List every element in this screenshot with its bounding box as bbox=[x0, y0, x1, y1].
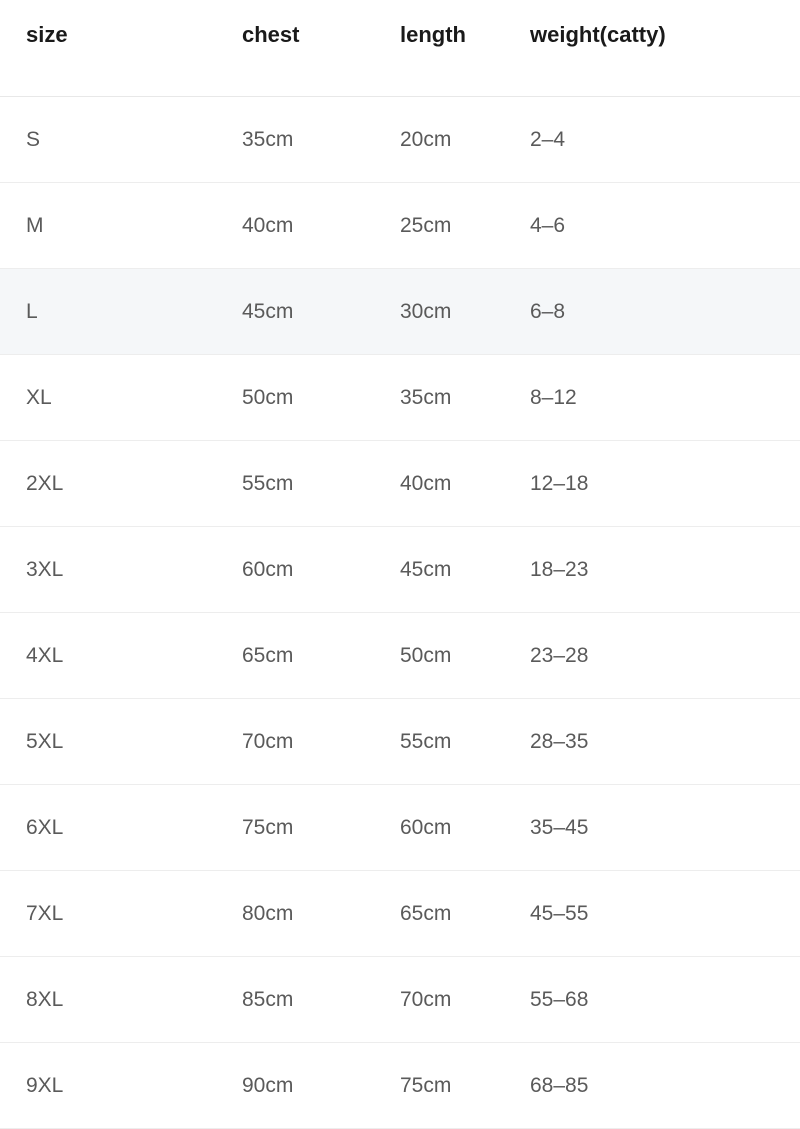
table-row bbox=[0, 1043, 800, 1129]
cell-length: 40cm bbox=[400, 441, 530, 527]
cell-size: 2XL bbox=[0, 441, 220, 527]
cell-chest: 35cm bbox=[220, 97, 400, 183]
cell-length: 70cm bbox=[400, 957, 530, 1043]
table-row bbox=[0, 183, 800, 269]
table-header-row bbox=[0, 0, 800, 97]
cell-size: 9XL bbox=[0, 1043, 220, 1129]
cell-weight: 45–55 bbox=[530, 871, 800, 957]
cell-size: L bbox=[0, 269, 220, 355]
column-header-size: size bbox=[0, 0, 220, 97]
cell-length: 50cm bbox=[400, 613, 530, 699]
cell-weight: 12–18 bbox=[530, 441, 800, 527]
cell-length: 65cm bbox=[400, 871, 530, 957]
cell-weight: 55–68 bbox=[530, 957, 800, 1043]
cell-chest: 70cm bbox=[220, 699, 400, 785]
cell-weight: 2–4 bbox=[530, 97, 800, 183]
table-row bbox=[0, 97, 800, 183]
table-row bbox=[0, 613, 800, 699]
cell-length: 35cm bbox=[400, 355, 530, 441]
cell-chest: 55cm bbox=[220, 441, 400, 527]
column-header-length: length bbox=[400, 0, 530, 97]
cell-length: 75cm bbox=[400, 1043, 530, 1129]
cell-chest: 65cm bbox=[220, 613, 400, 699]
cell-weight: 4–6 bbox=[530, 183, 800, 269]
cell-length: 55cm bbox=[400, 699, 530, 785]
cell-weight: 18–23 bbox=[530, 527, 800, 613]
cell-size: 5XL bbox=[0, 699, 220, 785]
table-row bbox=[0, 527, 800, 613]
cell-length: 30cm bbox=[400, 269, 530, 355]
cell-chest: 85cm bbox=[220, 957, 400, 1043]
cell-size: 3XL bbox=[0, 527, 220, 613]
table-row bbox=[0, 871, 800, 957]
cell-size: M bbox=[0, 183, 220, 269]
column-header-chest: chest bbox=[220, 0, 400, 97]
cell-size: 4XL bbox=[0, 613, 220, 699]
cell-length: 20cm bbox=[400, 97, 530, 183]
table-row bbox=[0, 699, 800, 785]
table-row bbox=[0, 269, 800, 355]
cell-chest: 60cm bbox=[220, 527, 400, 613]
table-body bbox=[0, 97, 800, 1129]
cell-size: 7XL bbox=[0, 871, 220, 957]
table-row bbox=[0, 355, 800, 441]
cell-weight: 35–45 bbox=[530, 785, 800, 871]
column-header-weight: weight(catty) bbox=[530, 0, 800, 97]
cell-chest: 40cm bbox=[220, 183, 400, 269]
cell-chest: 90cm bbox=[220, 1043, 400, 1129]
table-row bbox=[0, 441, 800, 527]
cell-weight: 28–35 bbox=[530, 699, 800, 785]
cell-length: 45cm bbox=[400, 527, 530, 613]
cell-size: S bbox=[0, 97, 220, 183]
table-header bbox=[0, 0, 800, 97]
table-row bbox=[0, 785, 800, 871]
cell-size: 6XL bbox=[0, 785, 220, 871]
cell-chest: 75cm bbox=[220, 785, 400, 871]
cell-chest: 50cm bbox=[220, 355, 400, 441]
cell-weight: 6–8 bbox=[530, 269, 800, 355]
table-row bbox=[0, 957, 800, 1043]
cell-chest: 45cm bbox=[220, 269, 400, 355]
cell-size: XL bbox=[0, 355, 220, 441]
cell-weight: 23–28 bbox=[530, 613, 800, 699]
cell-size: 8XL bbox=[0, 957, 220, 1043]
cell-length: 25cm bbox=[400, 183, 530, 269]
cell-weight: 8–12 bbox=[530, 355, 800, 441]
cell-length: 60cm bbox=[400, 785, 530, 871]
cell-weight: 68–85 bbox=[530, 1043, 800, 1129]
cell-chest: 80cm bbox=[220, 871, 400, 957]
